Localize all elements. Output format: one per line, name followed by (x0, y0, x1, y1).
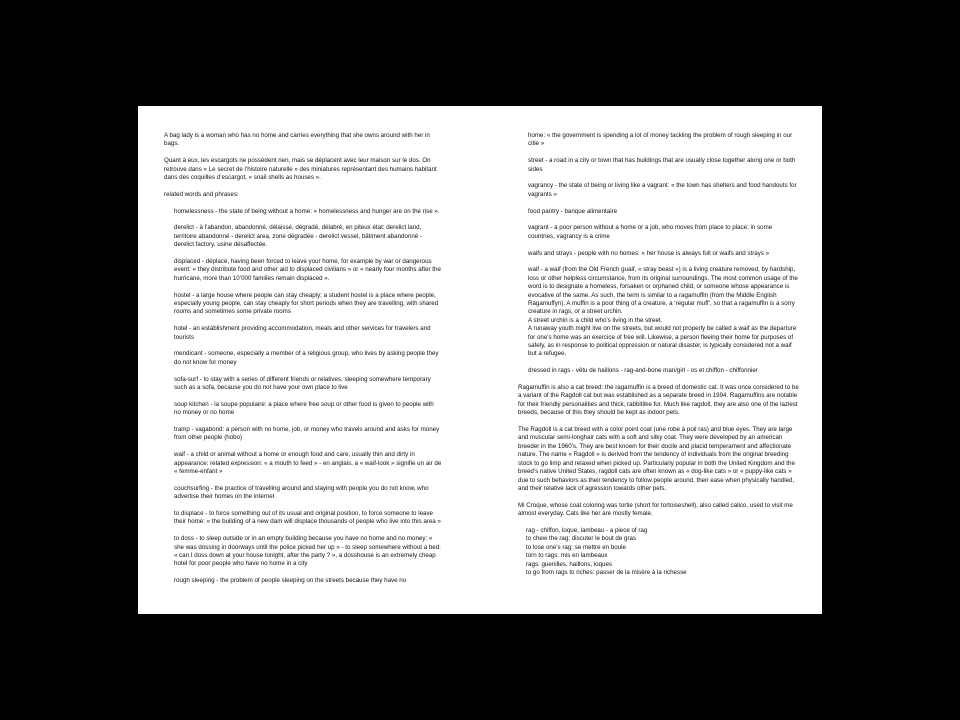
rag-phrase: rags: guenilles, haillons, loques (526, 560, 612, 568)
entry-tramp: tramp - vagabond: a person with no home, job, or money who travels around and asks for money from other people (hobo) (174, 426, 440, 442)
rag-phrase: rag - chiffon, loque, lambeau - a piece of rag (526, 526, 648, 534)
mi-croque-paragraph: Mi Croque, whose coat coloring was tortie (short for tortoiseshell), also called calico, used to visit me almost everyday. Cats like her are mostly female. (518, 501, 793, 518)
ragamuffin-cat-paragraph: Ragamuffin is also a cat breed: the ragamuffin is a breed of domestic cat. It was once considered to be a variant of the Ragdoll cat but was established as a separate breed in 1994. Ragamuffins are notable for their friendly personalities and thick, rabbitlike fur. Much like ragdoll, they are also one of the laziest breeds, because of this they should be kept as indoor pets. (518, 384, 799, 417)
escargots-paragraph: Quant à eux, les escargots ne possèdent rien, mais se déplacent avec leur maison sur le dos. On retrouve dans « Le secret de l’histoire naturelle » des miniatures représentant des humains habitant dans des coquilles d’escargot, « snail shells as houses ». (164, 157, 437, 182)
rag-phrase: to chew the rag: discuter le bout de gras (526, 535, 637, 543)
rag-phrase: to go from rags to riches: passer de la misère à la richesse (526, 568, 687, 576)
entry-vagrancy: vagrancy - the state of being or living like a vagrant: « the town has shelters and food handouts for vagrants » (528, 182, 797, 198)
runaway-paragraph: A runaway youth might live on the streets, but would not properly be called a waif as the departure for one’s home was an exercice of free will. Likewise, a person fleeing their home for purposes of safety, as in response to political oppression or natural disaster, is typically considered not a waif but a refugee. (528, 325, 797, 358)
entry-rough-sleeping: rough sleeping - the problem of people sleeping on the streets because they have no (174, 577, 407, 585)
rag-phrase: torn to rags: mis en lambeaux (526, 552, 608, 560)
dressed-in-rags-line: dressed in rags - vêtu de haillons - rag-and-bone man/girl - os et chiffon - chiffonnier (528, 367, 758, 375)
bag-lady-paragraph: A bag lady is a woman who has no home and carries everything that she owns around with her in bags. (164, 132, 430, 148)
entry-food-pantry: food pantry - banque alimentaire (528, 207, 618, 215)
entry-sofa-surf: sofa-surf - to stay with a series of different friends or relatives, sleeping somewhere temporary such as a sofa, because you do not have your own place to live (174, 375, 431, 392)
street-urchin-line: A street urchin is a child who’s living in the street. (528, 316, 663, 324)
entry-soup-kitchen: soup kitchen - la soupe populaire: a place where free soup or other food is given to people with no money or no home (174, 400, 434, 417)
entry-waifs-and-strays: waifs and strays - people with no homes: « her house is always full or waifs and strays » (528, 249, 770, 257)
entry-to-doss: to doss - to sleep outside or in an empty building because you have no home and no money: « she was dossing in doorways until the police picked her up » - to sleep somewhere without a bed: « can I doss down at your house tonight, after the party ? », a dosshouse is an extremely cheap hotel for poor people who have no home in a city (174, 535, 441, 568)
left-column (164, 132, 442, 586)
entry-home: home: « the government is spending a lot of money tackling the problem of rough sleeping in our citie » (528, 132, 793, 148)
waif-paragraph: waif - a waif (from the Old French guaif, « stray beast ») is a living creature removed, by hardship, loss or other helpless circumstance, from its original surroundings. The most common usage of the word is to designate a homeless, forsaken or orphaned child, or someone whose appearance is evocative of the same. As such, the term is similar to a ragamuffin (from the Middle English Ragamuffyn). A muffin is a poor thing of a creature, a ‘regular muff’, so that a ragamuffin is a sorry creature in rags, or a street urchin. (528, 266, 798, 316)
entry-couchsurfing: couchsurfing - the practice of travelling around and staying with people you do not know, who advertise their homes on the internet (174, 484, 429, 501)
rag-phrase: to lose one’s rag: se mettre en boule (526, 543, 626, 551)
entry-hostel: hostel - a large house where people can stay cheaply; a student hostel is a place where people, especially young people, can stay cheaply for short periods when they are travelling, with shared rooms and sometimes some private rooms (174, 291, 439, 316)
entry-waif: waif - a child or animal without a home or enough food and care, usually thin and dirty in appearance; related expression: « a mouth to feed » - en anglais, a « waif-look » signifie un air de « femme-enfant » (174, 451, 442, 476)
entry-vagrant: vagrant - a poor person without a home or a job, who moves from place to place; in some countries, vagrancy is a crime (528, 224, 773, 240)
document-page (138, 106, 822, 614)
entry-street: street - a road in a city or town that has buildings that are usually close together along one or both sides (528, 157, 796, 173)
ragdoll-cat-paragraph: The Ragdoll is a cat breed with a color point coat (une robe à poil ras) and blue eyes. They are large and muscular semi-longhair cats with a soft and silky coat. They were developed by an american breeder in the 1960’s. They are best known for their docile and placid temperament and affectionate nature. The name « Ragdoll » is derived from the tendency of individuals from the original breeding stock to go limp and relaxed when picked up. Particularly popular in both the United Kingdom and the breed’s native United States, ragdoll cats are often known as « dog-like cats » or « puppy-like cats » due to such behaviors as their tendency to follow people around, their ease when physically handled, and their relative lack of agression towards other pets. (518, 426, 795, 492)
entry-mendicant: mendicant - someone, especially a member of a religious group, who lives by asking people they do not know for money (174, 350, 439, 366)
entry-to-displace: to displace - to force something out of its usual and original position, to force someone to leave their home: « the building of a new dam will displace thousands of people who live into this area » (174, 510, 441, 526)
related-words-heading: related words and phrases: (164, 190, 239, 198)
right-column (518, 132, 800, 577)
entry-hotel: hotel - an establishment providing accommodation, meals and other services for travelers and tourists (174, 325, 431, 341)
entry-displaced: displaced - déplacé, having been forced to leave your home, for example by war or dangerous event: « they distribute food and other aid to displaced civilians » or « nearly four months after the hurricane, more than 10’000 families remain displaced ». (174, 258, 441, 282)
entry-derelict: derelict - à l’abandon, abandonné, délaissé, dégradé, délabré, en piteux état: derelict land, territoire abandonné - derelict area, zone dégradée - derelict vessel, bâtiment abandonné - derelict factory, usine désaffectée. (174, 224, 422, 249)
entry-homelessness: homelessness - the state of being without a home: « homelessness and hunger are on the rise ». (174, 207, 440, 215)
